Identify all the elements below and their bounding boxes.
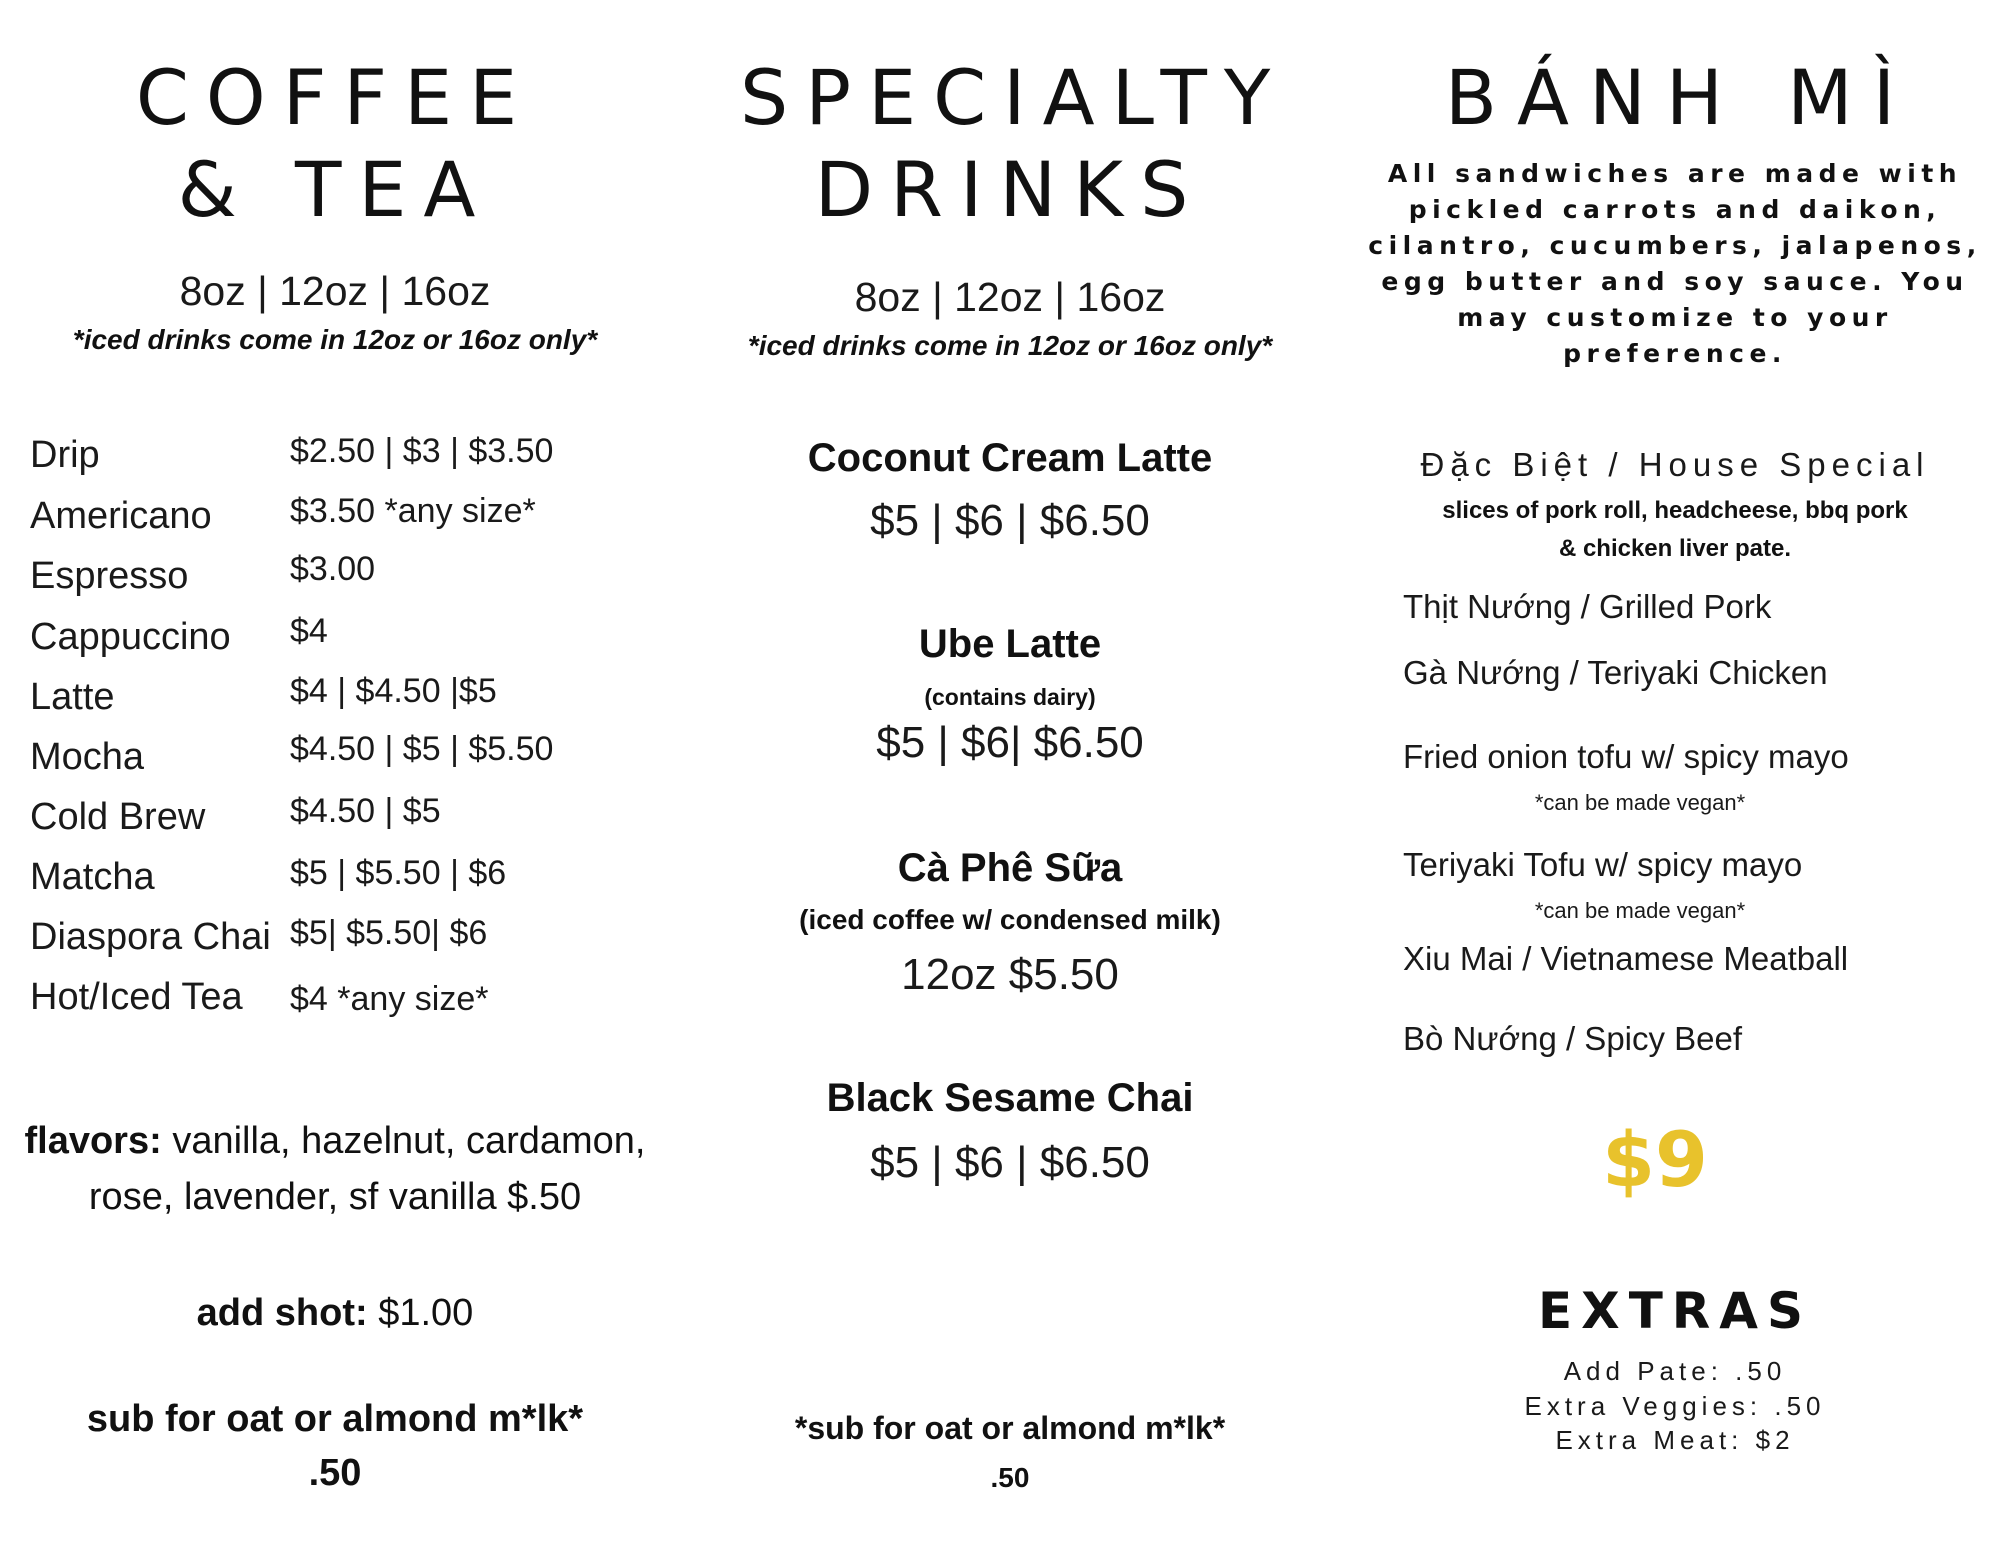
banhmi-special-desc-2: & chicken liver pate. xyxy=(1558,535,1792,562)
specialty-drink-name: Black Sesame Chai xyxy=(826,1076,1194,1120)
banhmi-special-name: Đặc Biệt / House Special xyxy=(1420,446,1930,483)
flavors-line-2: rose, lavender, sf vanilla $.50 xyxy=(88,1176,582,1218)
coffee-item-price: $4 | $4.50 |$5 xyxy=(290,672,497,710)
specialty-drink-price: $5 | $6 | $6.50 xyxy=(870,496,1150,545)
coffee-item-price: $4.50 | $5 xyxy=(290,792,441,830)
banhmi-special-desc-1: slices of pork roll, headcheese, bbq pork xyxy=(1442,497,1908,524)
coffee-item-name: Latte xyxy=(30,676,115,718)
extras-item: Extra Veggies: .50 xyxy=(1524,1391,1826,1421)
coffee-iced-note: *iced drinks come in 12oz or 16oz only* xyxy=(72,324,598,355)
coffee-item-price: $3.00 xyxy=(290,550,376,588)
banhmi-vegan-note: *can be made vegan* xyxy=(1534,898,1746,923)
specialty-sizes: 8oz | 12oz | 16oz xyxy=(854,274,1166,320)
add-shot-price: $1.00 xyxy=(367,1292,474,1334)
banhmi-item: Thịt Nướng / Grilled Pork xyxy=(1403,588,1772,625)
banhmi-item: Fried onion tofu w/ spicy mayo xyxy=(1403,738,1849,775)
banhmi-item: Xiu Mai / Vietnamese Meatball xyxy=(1403,940,1849,977)
coffee-sub-price: .50 xyxy=(308,1452,362,1494)
add-shot-line xyxy=(0,1292,670,1335)
banhmi-vegan-note: *can be made vegan* xyxy=(1534,790,1746,815)
coffee-item-name: Hot/Iced Tea xyxy=(30,976,243,1018)
coffee-item-price: $4.50 | $5 | $5.50 xyxy=(290,730,554,768)
specialty-drink-name: Cà Phê Sữa xyxy=(897,846,1123,890)
specialty-iced-note: *iced drinks come in 12oz or 16oz only* xyxy=(747,330,1273,361)
specialty-drink-price: $5 | $6 | $6.50 xyxy=(870,1138,1150,1187)
extras-item: Extra Meat: $2 xyxy=(1555,1425,1795,1455)
coffee-item-price: $4 xyxy=(290,612,328,650)
add-shot-label: add shot: xyxy=(196,1292,368,1334)
coffee-item-name: Espresso xyxy=(30,555,189,597)
coffee-sub-milk: sub for oat or almond m*lk* xyxy=(86,1398,584,1440)
flavors-line-1 xyxy=(0,1120,670,1163)
coffee-item-price: $5 | $5.50 | $6 xyxy=(290,854,507,892)
coffee-item-name: Mocha xyxy=(30,736,145,778)
coffee-item-price: $2.50 | $3 | $3.50 xyxy=(290,432,554,470)
coffee-title-line2: & TEA xyxy=(177,145,493,234)
coffee-item-name: Americano xyxy=(30,495,212,537)
coffee-item-price: $5| $5.50| $6 xyxy=(290,914,488,952)
specialty-drink-name: Coconut Cream Latte xyxy=(807,436,1213,480)
banhmi-item: Gà Nướng / Teriyaki Chicken xyxy=(1403,654,1828,691)
specialty-drink-note: (contains dairy) xyxy=(924,684,1096,710)
flavors-text: vanilla, hazelnut, cardamon, xyxy=(161,1120,646,1162)
specialty-drink-name: Ube Latte xyxy=(918,622,1102,666)
specialty-drink-note: (iced coffee w/ condensed milk) xyxy=(799,904,1221,935)
specialty-sub-milk: *sub for oat or almond m*lk* xyxy=(794,1410,1226,1446)
banhmi-intro: All sandwiches are made with pickled carrots and daikon, cilantro, cucumbers, jalapenos, egg butter and soy sauce. You may customize to your preference. xyxy=(1368,159,1982,368)
coffee-sizes: 8oz | 12oz | 16oz xyxy=(179,268,491,314)
extras-title: EXTRAS xyxy=(1537,1282,1813,1340)
banhmi-item: Teriyaki Tofu w/ spicy mayo xyxy=(1403,846,1803,883)
coffee-item-name: Diaspora Chai xyxy=(30,916,271,958)
flavors-label: flavors: xyxy=(24,1120,162,1162)
banhmi-price: $9 xyxy=(1602,1115,1708,1204)
coffee-item-price: $3.50 *any size* xyxy=(290,492,536,530)
extras-item: Add Pate: .50 xyxy=(1563,1356,1787,1386)
specialty-drink-price: 12oz $5.50 xyxy=(901,950,1119,999)
coffee-item-name: Matcha xyxy=(30,856,155,898)
specialty-title-line1: SPECIALTY xyxy=(740,53,1288,142)
specialty-sub-price: .50 xyxy=(990,1462,1030,1493)
specialty-drink-price: $5 | $6| $6.50 xyxy=(876,718,1144,767)
coffee-title-line1: COFFEE xyxy=(135,53,535,142)
coffee-item-name: Cappuccino xyxy=(30,616,231,658)
banhmi-item: Bò Nướng / Spicy Beef xyxy=(1403,1020,1743,1057)
coffee-item-name: Drip xyxy=(30,434,100,476)
coffee-item-name: Cold Brew xyxy=(30,796,206,838)
coffee-item-price: $4 *any size* xyxy=(290,980,489,1018)
banhmi-title: BÁNH MÌ xyxy=(1444,53,1916,142)
specialty-title-line2: DRINKS xyxy=(814,145,1206,234)
